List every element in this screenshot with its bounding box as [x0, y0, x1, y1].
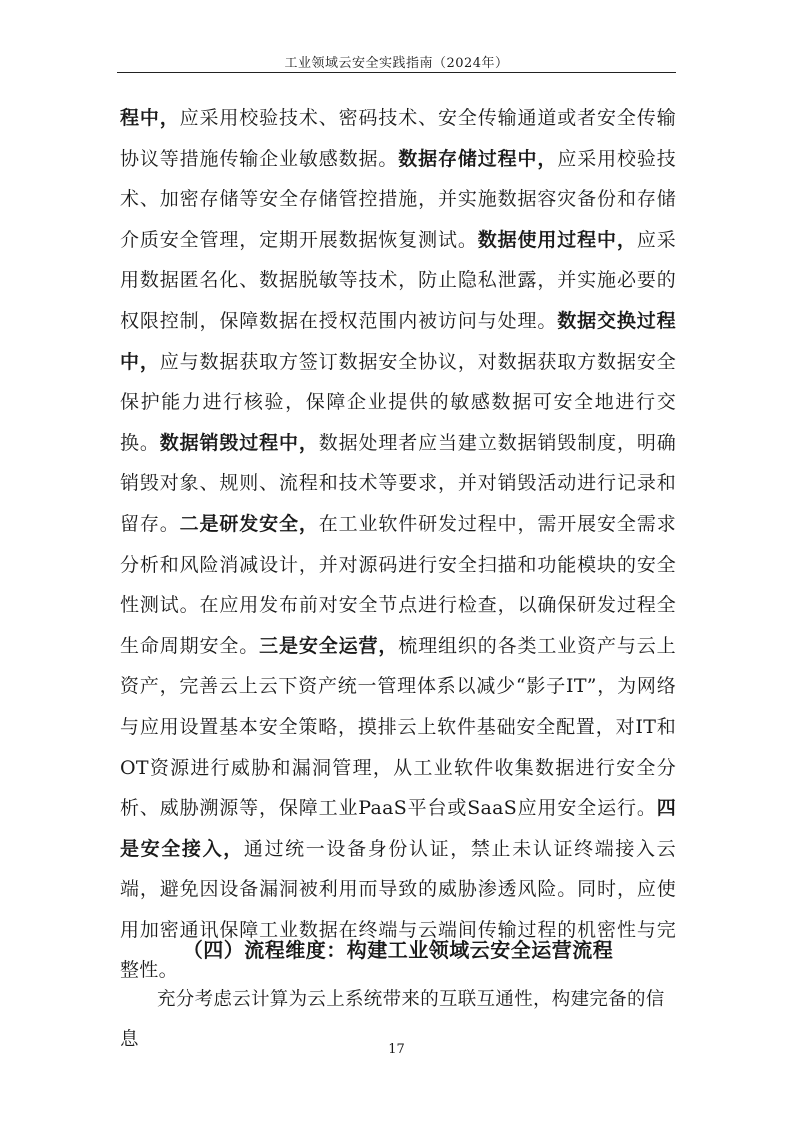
- section-heading: （四）流程维度：构建工业领域云安全运营流程: [182, 938, 614, 962]
- bold-run: 四是安全接入，: [120, 797, 676, 860]
- bold-run: 二是研发安全，: [179, 512, 319, 535]
- text-run: 通过统一设备身份认证，禁止未认证终端接入云端，避免因设备漏洞被利用而导致的威胁渗透风险。同时，应使用加密通讯保障工业数据在终端与云端间传输过程的机密性与完整性。: [120, 837, 676, 982]
- bold-run: 数据销毁过程中，: [159, 431, 319, 454]
- text-run: 数据处理者应当建立数据销毁制度，明确销毁对象、规则、流程和技术等要求，并对销毁活动进行记录和留存。: [120, 431, 677, 535]
- page-number: 17: [388, 1042, 405, 1057]
- header-rule: [117, 72, 676, 73]
- text-run: 应采用校验技术、加密存储等安全存储管控措施，并实施数据容灾备份和存储介质安全管理，定期开展数据恢复测试。: [120, 147, 676, 251]
- bold-run: 三是安全运营，: [259, 634, 399, 657]
- body-text: [120, 98, 676, 991]
- paragraph-start: 充分考虑云计算为云上系统带来的互联互通性，构建完备的信息: [120, 989, 665, 1050]
- text-run: 应与数据获取方签订数据安全协议，对数据获取方数据安全保护能力进行核验，保障企业提供的敏感数据可安全地进行交换。: [120, 350, 676, 454]
- bold-run: 程中，: [120, 107, 180, 129]
- bold-run: 数据使用过程中，: [477, 228, 637, 251]
- text-run: 应采用数据匿名化、数据脱敏等技术，防止隐私泄露，并实施必要的权限控制，保障数据在授权范围内被访问与处理。: [120, 228, 677, 332]
- text-run: 在工业软件研发过程中，需开展安全需求分析和风险消减设计，并对源码进行安全扫描和功能模块的安全性测试。在应用发布前对安全节点进行检查，以确保研发过程全生命周期安全。: [120, 512, 676, 657]
- page-header: 工业领域云安全实践指南（2024年）: [284, 56, 509, 71]
- bold-run: 数据存储过程中，: [398, 147, 558, 170]
- body-paragraph: [120, 98, 676, 991]
- text-run: 应采用校验技术、密码技术、安全传输通道或者安全传输协议等措施传输企业敏感数据。: [120, 107, 676, 170]
- bold-run: 数据交换过程中，: [120, 309, 676, 373]
- text-run: 梳理组织的各类工业资产与云上资产，完善云上云下资产统一管理体系以减少“影子IT”，为网络与应用设置基本安全策略，摸排云上软件基础安全配置，对IT和OT资源进行威胁和漏洞管理，从工业软件收集数据进行安全分析、威胁溯源等，保障工业PaaS平台或SaaS应用安全运行。: [120, 634, 676, 820]
